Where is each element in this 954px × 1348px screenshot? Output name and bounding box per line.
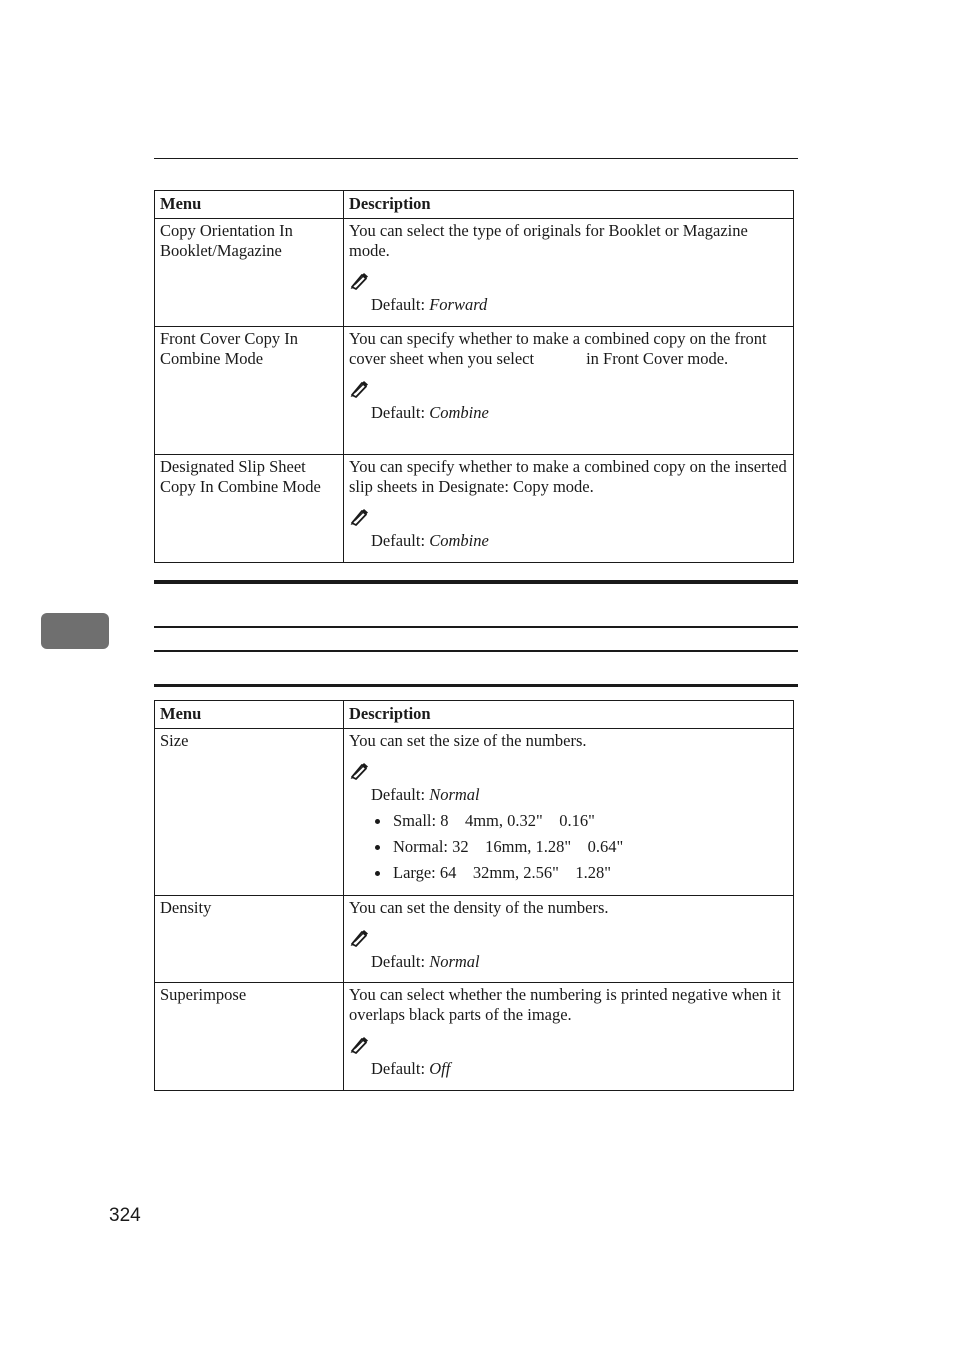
default-value: Normal [429, 952, 480, 971]
default-value-line [349, 531, 788, 551]
description-cell [344, 983, 794, 1091]
default-value-line [349, 952, 788, 972]
settings-table-numbering [154, 700, 794, 1091]
pencil-note-icon [349, 380, 369, 398]
table-row [155, 219, 794, 327]
description-column-header: Description [344, 191, 794, 219]
pencil-note-icon [349, 508, 369, 526]
default-label: Default: [371, 785, 430, 804]
default-label: Default: [371, 952, 430, 971]
table-row [155, 896, 794, 983]
default-label: Default: [371, 531, 430, 550]
default-value: Normal [429, 785, 480, 804]
description-text: You can set the size of the numbers. [349, 731, 587, 750]
description-column-header: Description [344, 701, 794, 729]
menu-cell: Copy Orientation In Booklet/Magazine [155, 219, 344, 327]
description-cell [344, 219, 794, 327]
default-label: Default: [371, 1059, 430, 1078]
table-header-row [155, 701, 794, 729]
default-value: Combine [429, 403, 489, 422]
description-text: You can select whether the numbering is printed negative when it overlaps black parts of the image. [349, 985, 781, 1024]
default-label: Default: [371, 295, 430, 314]
pencil-note-icon [349, 762, 369, 780]
table-row [155, 455, 794, 563]
table-row [155, 729, 794, 896]
description-text [349, 329, 788, 369]
default-value: Combine [429, 531, 489, 550]
page-number: 324 [109, 1205, 141, 1226]
description-cell [344, 896, 794, 983]
description-text-after: in Front Cover mode. [586, 349, 729, 368]
top-rule [154, 158, 798, 159]
table-row [155, 983, 794, 1091]
pencil-note-icon [349, 929, 369, 947]
default-value-line [349, 785, 788, 805]
description-cell [344, 455, 794, 563]
settings-table-combine [154, 190, 794, 563]
size-options-list [349, 811, 788, 883]
list-item: Normal: 32 16mm, 1.28" 0.64" [371, 837, 788, 857]
menu-column-header: Menu [155, 701, 344, 729]
chapter-tab [41, 613, 109, 649]
default-value: Forward [429, 295, 488, 314]
menu-column-header: Menu [155, 191, 344, 219]
description-text: You can set the density of the numbers. [349, 898, 609, 917]
default-value-line [349, 295, 788, 315]
subsection-rule [154, 650, 798, 652]
pencil-note-icon [349, 272, 369, 290]
list-item: Large: 64 32mm, 2.56" 1.28" [371, 863, 788, 883]
default-value-line [349, 1059, 788, 1079]
table-row [155, 327, 794, 455]
default-label: Default: [371, 403, 430, 422]
list-item: Small: 8 4mm, 0.32" 0.16" [371, 811, 788, 831]
description-text: You can specify whether to make a combined copy on the inserted slip sheets in Designate: Copy mode. [349, 457, 787, 496]
default-value-line [349, 403, 788, 423]
default-value: Off [429, 1059, 451, 1078]
menu-cell: Front Cover Copy In Combine Mode [155, 327, 344, 455]
table-header-row [155, 191, 794, 219]
menu-cell: Size [155, 729, 344, 896]
description-text-before: You can specify whether to make a combined copy on the front cover sheet when you select [349, 329, 767, 368]
menu-cell: Superimpose [155, 983, 344, 1091]
subsection-rule [154, 626, 798, 628]
description-text: You can select the type of originals for Booklet or Magazine mode. [349, 221, 748, 260]
description-cell [344, 729, 794, 896]
section-rule [154, 580, 798, 584]
table-heading-rule [154, 684, 798, 687]
menu-cell: Designated Slip Sheet Copy In Combine Mode [155, 455, 344, 563]
menu-cell: Density [155, 896, 344, 983]
pencil-note-icon [349, 1036, 369, 1054]
description-cell [344, 327, 794, 455]
